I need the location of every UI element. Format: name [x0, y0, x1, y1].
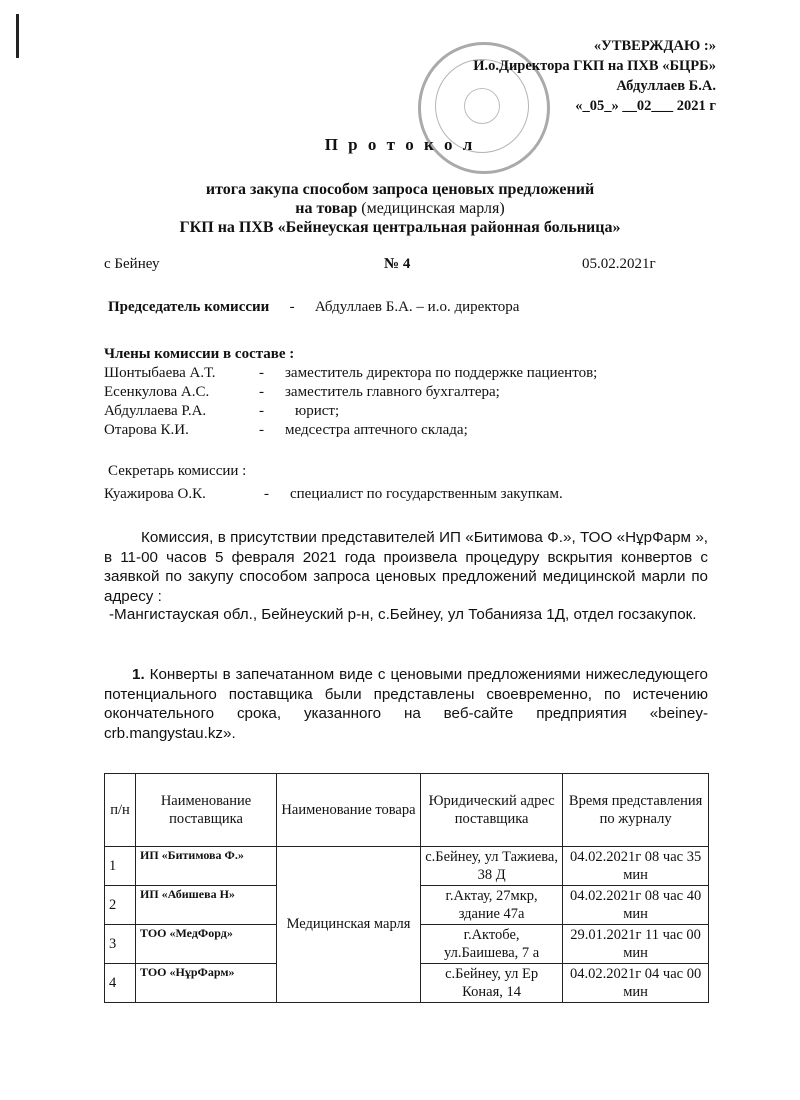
document-date: 05.02.2021г: [582, 256, 656, 272]
cell-supplier: ИП «Абишева Н»: [136, 886, 277, 925]
paragraph-address: -Мангистауская обл., Бейнеуский р-н, с.Бейнеу, ул Тобанияза 1Д, отдел госзакупок.: [109, 606, 697, 623]
approval-date: «_05_» __02___ 2021 г: [575, 98, 716, 114]
paragraph-commission: Комиссия, в присутствии представителей ИП «Битимова Ф.», ТОО «НұрФарм », в 11-00 часов 5 февраля 2021 года произвела процедуру вскрытия конвертов с заявкой по закупу способом запроса ценовых предложений медицинской марли по адресу :: [104, 529, 708, 605]
document-title: П р о т о к о л: [324, 135, 476, 154]
header-goods: Наименование товара: [277, 774, 421, 847]
member-dash: -: [259, 403, 264, 419]
approval-position: И.о.Директора ГКП на ПХВ «БЦРБ»: [473, 58, 716, 74]
secretary-name: Куажирова О.К.: [104, 486, 206, 502]
cell-supplier: ИП «Битимова Ф.»: [136, 847, 277, 886]
header-number: п/н: [105, 774, 136, 847]
cell-number: 3: [105, 925, 136, 964]
chairman-dash: -: [289, 299, 295, 315]
subtitle-line-2-bold: на товар: [295, 200, 358, 217]
approval-name: Абдуллаев Б.А.: [616, 78, 716, 94]
subtitle-line-3: ГКП на ПХВ «Бейнеуская центральная районная больница»: [179, 219, 621, 236]
member-row: [104, 421, 597, 440]
secretary-role: специалист по государственным закупкам.: [290, 486, 563, 502]
member-role: заместитель главного бухгалтера;: [285, 384, 500, 400]
cell-number: 1: [105, 847, 136, 886]
cell-goods: Медицинская марля: [277, 847, 421, 1003]
member-dash: -: [259, 365, 264, 381]
header-supplier: Наименование поставщика: [136, 774, 277, 847]
paragraph-point-1: [104, 665, 708, 743]
chairman-label: Председатель комиссии: [108, 299, 270, 315]
header-time: Время представления по журналу: [563, 774, 709, 847]
member-dash: -: [259, 384, 264, 400]
member-role: юрист;: [295, 403, 340, 419]
cell-address: с.Бейнеу, ул Ер Коная, 14: [421, 964, 563, 1003]
member-name: Шонтыбаева А.Т.: [104, 365, 216, 381]
approval-block: [473, 36, 716, 116]
member-name: Отарова К.И.: [104, 422, 189, 438]
secretary-block: [104, 462, 563, 504]
cell-number: 2: [105, 886, 136, 925]
cell-supplier: ТОО «НұрФарм»: [136, 964, 277, 1003]
secretary-heading: Секретарь комиссии :: [108, 463, 247, 479]
suppliers-table: [104, 773, 709, 1003]
cell-time: 04.02.2021г 08 час 35 мин: [563, 847, 709, 886]
document-number: № 4: [384, 256, 411, 272]
cell-supplier: ТОО «МедФорд»: [136, 925, 277, 964]
cell-address: с.Бейнеу, ул Тажиева, 38 Д: [421, 847, 563, 886]
members-block: [104, 345, 597, 440]
cell-address: г.Актау, 27мкр, здание 47а: [421, 886, 563, 925]
subtitle-line-2: [0, 199, 800, 218]
header-address: Юридический адрес поставщика: [421, 774, 563, 847]
secretary-dash: -: [264, 486, 269, 502]
cell-address: г.Актобе, ул.Баишева, 7 а: [421, 925, 563, 964]
member-row: [104, 364, 597, 383]
point-1-number: 1.: [132, 666, 145, 683]
members-heading: Члены комиссии в составе :: [104, 346, 295, 362]
margin-mark: [16, 14, 19, 58]
member-role: медсестра аптечного склада;: [285, 422, 468, 438]
chairman-line: [108, 299, 519, 316]
subtitle-line-1: итога закупа способом запроса ценовых предложений: [205, 181, 595, 198]
table-row: [105, 847, 709, 886]
cell-time: 04.02.2021г 08 час 40 мин: [563, 886, 709, 925]
member-role: заместитель директора по поддержке пациентов;: [285, 365, 598, 381]
member-row: [104, 383, 597, 402]
document-place: с Бейнеу: [104, 256, 160, 272]
cell-time: 29.01.2021г 11 час 00 мин: [563, 925, 709, 964]
member-name: Есенкулова А.С.: [104, 384, 210, 400]
approval-heading: «УТВЕРЖДАЮ :»: [593, 38, 716, 54]
subtitle-line-2-rest: (медицинская марля): [357, 200, 505, 217]
cell-time: 04.02.2021г 04 час 00 мин: [563, 964, 709, 1003]
member-dash: -: [259, 422, 264, 438]
document-subtitle: [0, 180, 800, 237]
point-1-text: Конверты в запечатанном виде с ценовыми предложениями нижеследующего потенциального поставщика были представлены своевременно, по истечению окончательного срока, указанного на веб-сайте предприятия «beiney-crb.mangystau.kz».: [104, 666, 708, 742]
table-header-row: [105, 774, 709, 847]
secretary-row: [104, 485, 563, 504]
cell-number: 4: [105, 964, 136, 1003]
member-name: Абдуллаева Р.А.: [104, 403, 207, 419]
member-row: [104, 402, 597, 421]
chairman-value: Абдуллаев Б.А. – и.о. директора: [314, 299, 520, 315]
